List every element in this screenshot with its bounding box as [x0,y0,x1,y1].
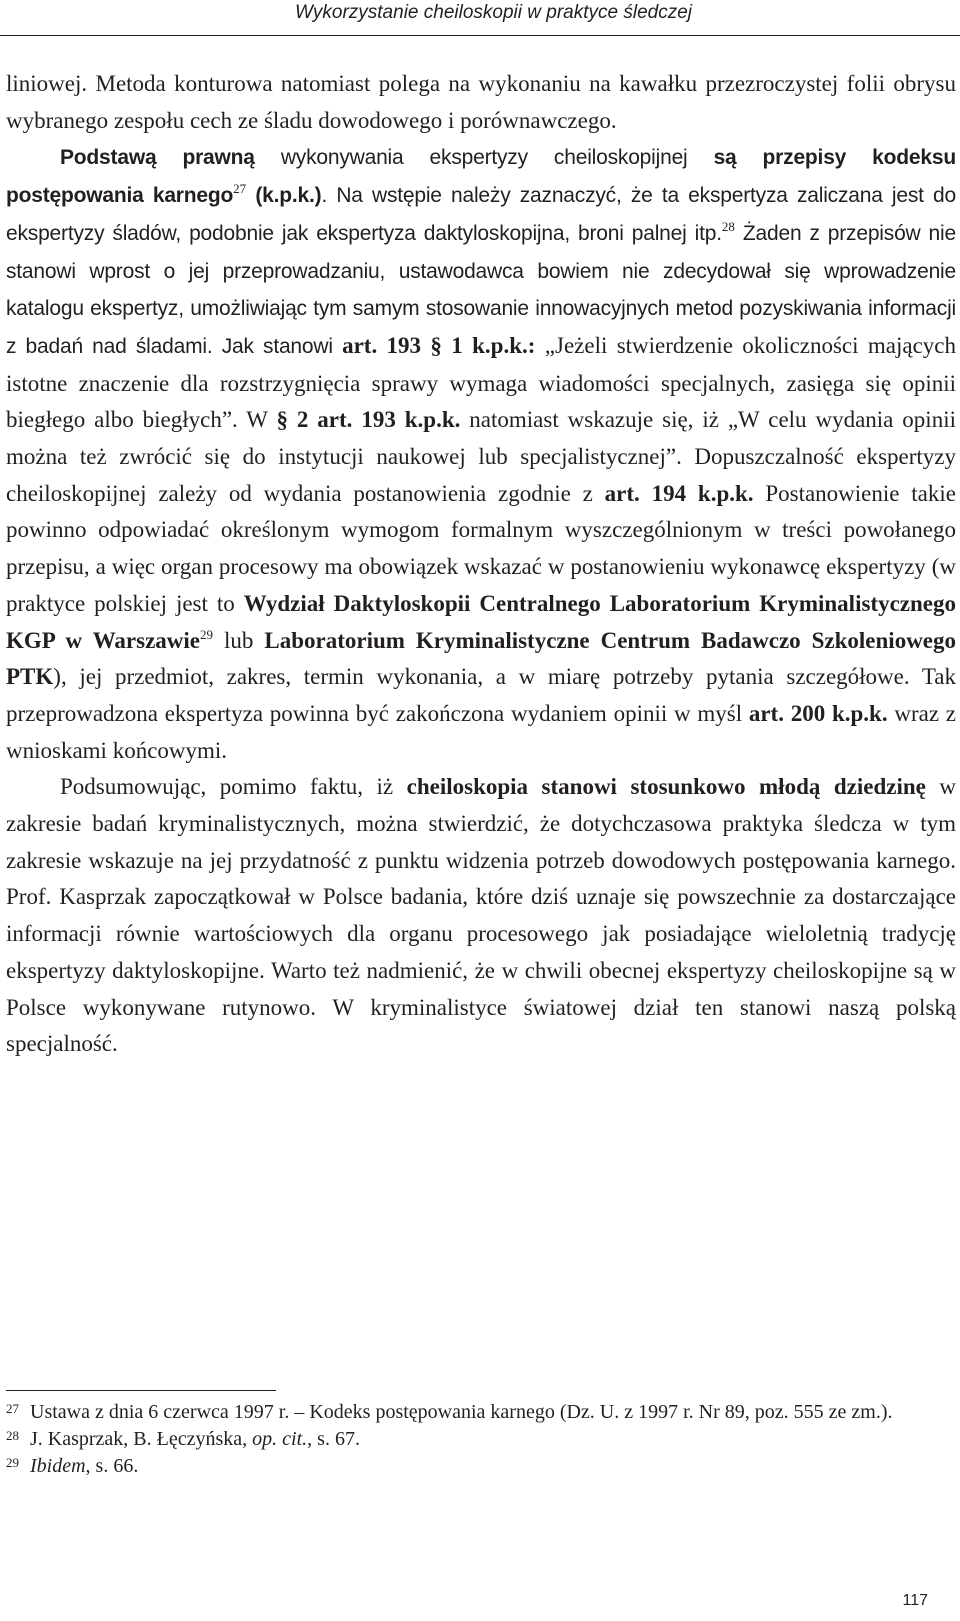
footnote-27 [6,1399,924,1426]
footnote-ref-28[interactable]: 28 [721,218,735,234]
footnote-number: 28 [6,1428,19,1443]
text-run: wykonywania ekspertyzy cheiloskopijnej [254,146,714,170]
paragraph-1 [6,66,956,139]
text-run: „Jeżeli stwierdzenie okoliczności mających istotne znaczenie dla rozstrzygnięcia sprawy wymaga wiadomości specjalnych, zasięga się opinii biegłego albo biegłych”. W [6,332,957,433]
text-run: w zakresie badań kryminalistycznych, można stwierdzić, że dotychczasowa praktyka śledcza w tym zakresie wskazuje na jej przydatność z punktu widzenia potrzeb dowodowych postępowania karnego. Prof. Kasprzak zapoczątkował w Polsce badania, które dziś uznaje się powszechnie za dostarczające informacji równie wartościowych dla organu procesowego jak posiadające wieloletnią tradycję ekspertyzy daktyloskopijne. Warto też nadmienić, że w chwili obecnej ekspertyzy cheiloskopijne są w Polsce wykonywane rutynowo. W kryminalistyce światowej dział ten stanowi naszą polską specjalność. [6,774,956,1057]
text-run: Żaden z przepisów nie stanowi wprost o jej przeprowadzaniu, ustawodawca bowiem nie zdecydował się wprowadzenie katalogu ekspertyz, umożliwiając tym samym stosowanie innowacyjnych metod pozyskiwania informacji z badań nad śladami. Jak stanowi [6,221,956,358]
text-run: . Na wstępie należy zaznaczyć, że ta ekspertyza zaliczana jest do ekspertyzy śladów, podobnie jak ekspertyza daktyloskopijna, broni palnej itp. [6,184,956,245]
text-run: Podsumowując, pomimo faktu, iż [60,774,407,800]
footnote-number: 29 [6,1455,19,1470]
text-run: natomiast wskazuje się, iż „W celu wydania opinii można też zwrócić się do instytucji naukowej lub specjalistycznej”. Dopuszczalność ekspertyzy cheiloskopijnej zależy od wydania postanowienia zgodnie z [6,407,956,506]
footnote-text: J. Kasprzak, B. Łęczyńska, [30,1428,253,1450]
running-header [0,0,960,40]
footnote-29 [6,1453,924,1480]
bold-phrase: Podstawą prawną [60,146,255,170]
footnote-separator [6,1390,276,1391]
bold-phrase: Wydział Daktyloskopii Centralnego Laboratorium Kryminalistycznego KGP w Warszawie [6,590,956,653]
text-run: ), jej przedmiot, zakres, termin wykonania, a w miarę potrzeby pytania szczegółowe. Tak przeprowadzona ekspertyza powinna być zakończona wydaniem opinii w myśl [6,664,956,726]
footnotes [6,1399,924,1480]
bold-phrase: Laboratorium Kryminalistyczne Centrum Badawczo Szkoleniowego PTK [6,627,957,690]
bold-phrase: art. 200 k.p.k. [748,700,888,726]
paragraph-1-text: liniowej. Metoda konturowa natomiast polega na wykonaniu na kawałku przezroczystej folii obrysu wybranego zespołu cech ze śladu dowodowego i porównawczego. [6,71,956,133]
footnote-text: , s. 67. [307,1428,360,1450]
footnote-28 [6,1426,924,1453]
footnote-text: , s. 66. [85,1455,139,1477]
paragraph-3 [6,769,956,1063]
text-run: lub [213,627,265,653]
running-title: Wykorzystanie cheiloskopii w praktyce śledczej [294,2,692,23]
bold-phrase: § 2 art. 193 k.p.k. [276,407,461,433]
footnote-italic: op. cit. [252,1428,308,1450]
footnote-text: Ustawa z dnia 6 czerwca 1997 r. – Kodeks postępowania karnego (Dz. U. z 1997 r. Nr 89, poz. 555 ze zm.). [30,1401,893,1423]
bold-phrase: art. 194 k.p.k. [604,480,754,506]
bold-phrase: art. 193 § 1 k.p.k.: [342,332,536,358]
text-run: wraz z wnioskami końcowymi. [6,700,956,763]
footnote-number: 27 [6,1401,19,1416]
header-rule [0,35,960,36]
page-number: 117 [902,1592,928,1609]
text-run: Postanowienie takie powinno odpowiadać określonym wymogom formalnym wyszczególnionym w treści powołanego przepisu, a więc organ procesowy ma obowiązek wskazać w postanowieniu wykonawcę ekspertyzy (w praktyce polskiej jest to [6,480,956,616]
bold-phrase: (k.p.k.) [246,184,322,208]
bold-phrase: cheiloskopia stanowi stosunkowo młodą dziedzinę [406,774,926,800]
main-text [6,66,956,1063]
footnote-italic: Ibidem [30,1455,86,1477]
bold-phrase: są przepisy kodeksu postępowania karnego [6,146,956,208]
footnote-ref-29[interactable]: 29 [200,626,214,642]
footnote-ref-27[interactable]: 27 [233,181,247,197]
paragraph-2 [6,139,956,769]
